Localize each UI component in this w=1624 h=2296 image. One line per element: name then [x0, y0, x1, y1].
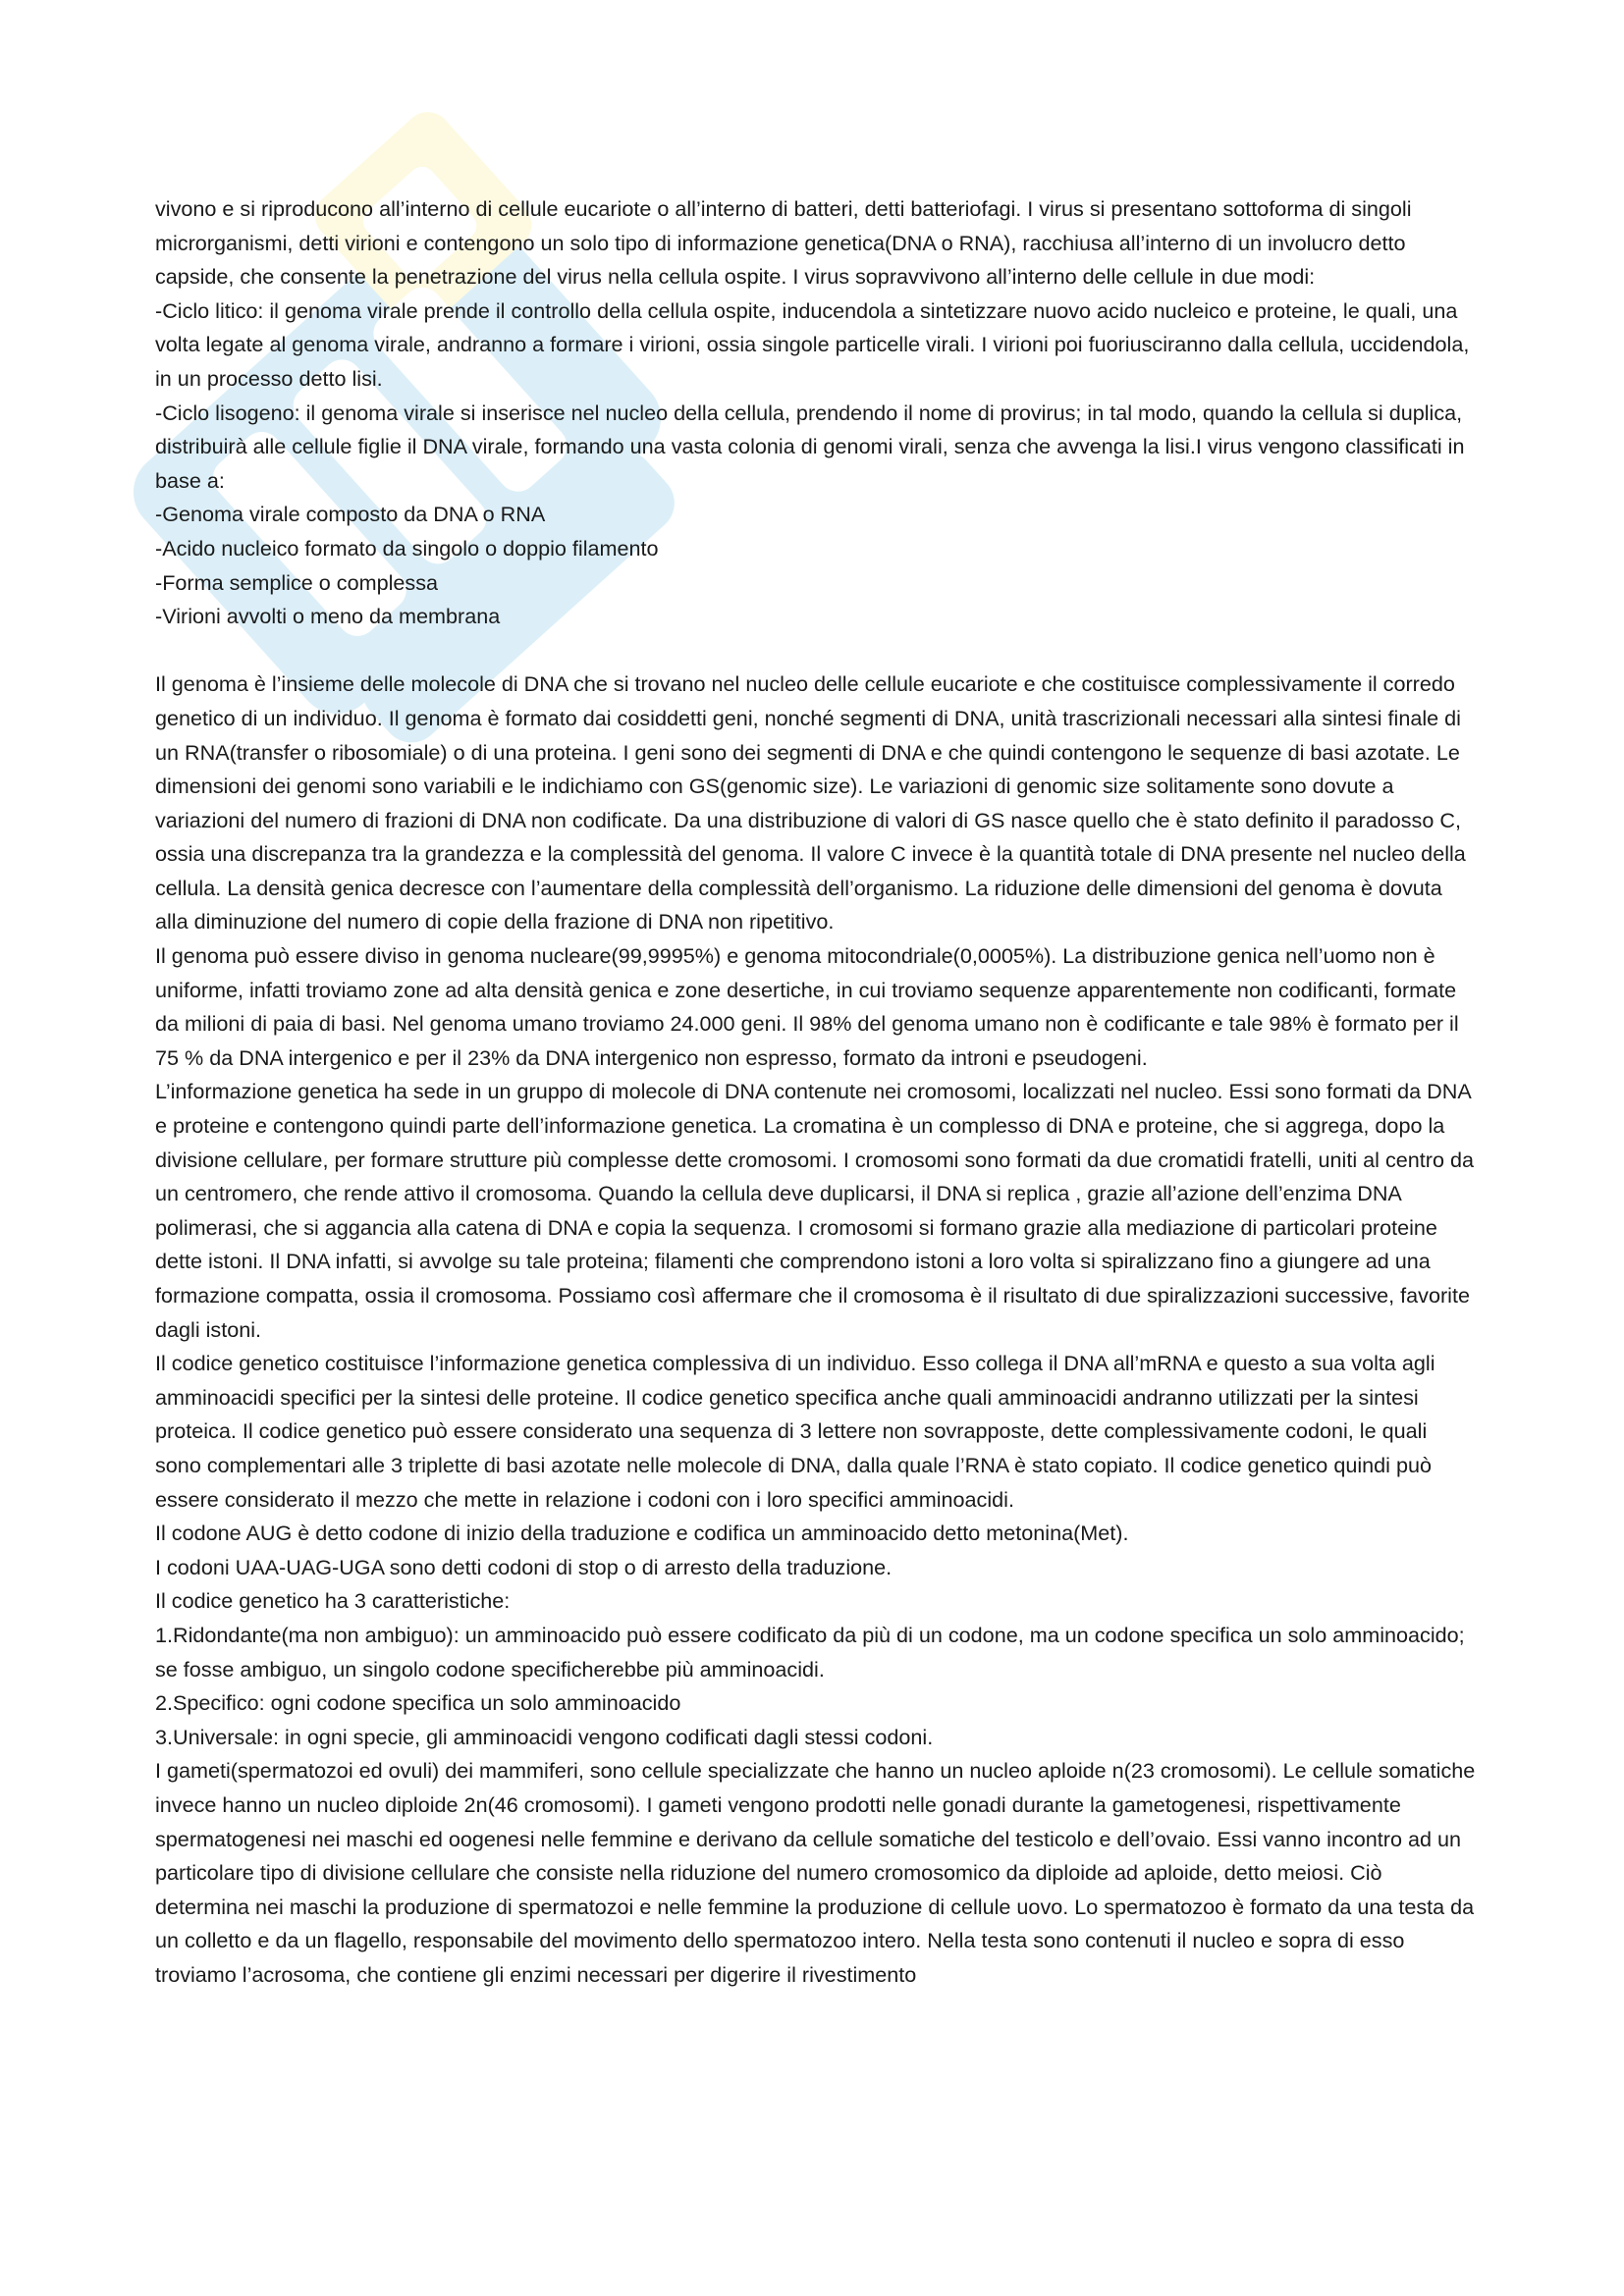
paragraph: -Ciclo litico: il genoma virale prende il controllo della cellula ospite, inducendola a sintetizzare nuovo acido nucleico e proteine, le quali, una volta legate al genoma virale, andranno a formare i virioni, ossia singole particelle virali. I virioni poi fuoriusciranno dalla cellula, uccidendola, in un processo detto lisi.	[155, 297, 1470, 391]
list-item: 1.Ridondante(ma non ambiguo): un amminoacido può essere codificato da più di un codone, ma un codone specifica un solo amminoacido; se fosse ambiguo, un singolo codone specificherebbe più amminoacidi.	[155, 1622, 1465, 1682]
paragraph: Il genoma è l’insieme delle molecole di DNA che si trovano nel nucleo delle cellule eucariote e che costituisce complessivamente il corredo genetico di un individuo. Il genoma è formato dai cosiddetti geni, nonché segmenti di DNA, unità trascrizionali necessari alla sintesi finale di un RNA(transfer o ribosomiale) o di una proteina. I geni sono dei segmenti di DNA e che quindi contengono le sequenze di basi azotate. Le dimensioni dei genomi sono variabili e le indichiamo con GS(genomic size). Le variazioni di genomic size solitamente sono dovute a variazioni del numero di frazioni di DNA non codificate. Da una distribuzione di valori di GS nasce quello che è stato definito il paradosso C, ossia una discrepanza tra la grandezza e la complessità del genoma. Il valore C invece è la quantità totale di DNA presente nel nucleo della cellula. La densità genica decresce con l’aumentare della complessità dell’organismo. La riduzione delle dimensioni del genoma è dovuta alla diminuzione del numero di copie della frazione di DNA non ripetitivo.	[155, 671, 1466, 934]
paragraph: L’informazione genetica ha sede in un gruppo di molecole di DNA contenute nei cromosomi, localizzati nel nucleo. Essi sono formati da DNA e proteine e contengono quindi parte dell’informazione genetica. La cromatina è un complesso di DNA e proteine, che si aggrega, dopo la divisione cellulare, per formare strutture più complesse dette cromosomi. I cromosomi sono formati da due cromatidi fratelli, uniti al centro da un centromero, che rende attivo il cromosoma. Quando la cellula deve duplicarsi, il DNA si replica , grazie all’azione dell’enzima DNA polimerasi, che si aggancia alla catena di DNA e copia la sequenza. I cromosomi si formano grazie alla mediazione di particolari proteine dette istoni. Il DNA infatti, si avvolge su tale proteina; filamenti che comprendono istoni a loro volta si spiralizzano fino a giungere ad una formazione compatta, ossia il cromosoma. Possiamo così affermare che il cromosoma è il risultato di due spiralizzazioni successive, favorite dagli istoni.	[155, 1079, 1474, 1342]
paragraph: Il genoma può essere diviso in genoma nucleare(99,9995%) e genoma mitocondriale(0,0005%). La distribuzione genica nell’uomo non è uniforme, infatti troviamo zone ad alta densità genica e zone desertiche, in cui troviamo sequenze apparentemente non codificanti, formate da milioni di paia di basi. Nel genoma umano troviamo 24.000 geni. Il 98% del genoma umano non è codificante e tale 98% è formato per il 75 % da DNA intergenico e per il 23% da DNA intergenico non espresso, formato da introni e pseudogeni.	[155, 943, 1459, 1070]
paragraph: Il codice genetico costituisce l’informazione genetica complessiva di un individuo. Esso collega il DNA all’mRNA e questo a sua volta agli amminoacidi specifici per la sintesi delle proteine. Il codice genetico specifica anche quali amminoacidi andranno utilizzati per la sintesi proteica. Il codice genetico può essere considerato una sequenza di 3 lettere non sovrapposte, dette complessivamente codoni, le quali sono complementari alle 3 triplette di basi azotate nelle molecole di DNA, dalla quale l’RNA è stato copiato. Il codice genetico quindi può essere considerato il mezzo che mette in relazione i codoni con i loro specifici amminoacidi.	[155, 1351, 1435, 1512]
list-item: -Forma semplice o complessa	[155, 569, 439, 595]
paragraph: I gameti(spermatozoi ed ovuli) dei mammiferi, sono cellule specializzate che hanno un nucleo aploide n(23 cromosomi). Le cellule somatiche invece hanno un nucleo diploide 2n(46 cromosomi). I gameti vengono prodotti nelle gonadi durante la gametogenesi, rispettivamente spermatogenesi nei maschi ed oogenesi nelle femmine e derivano da cellule somatiche del testicolo e dell’ovaio. Essi vanno incontro ad un particolare tipo di divisione cellulare che consiste nella riduzione del numero cromosomico da diploide ad aploide, detto meiosi. Ciò determina nei maschi la produzione di spermatozoi e nelle femmine la produzione di cellule uovo. Lo spermatozoo è formato da una testa da un colletto e da un flagello, responsabile del movimento dello spermatozoo intero. Nella testa sono contenuti il nucleo e sopra di esso troviamo l’acrosoma, che contiene gli enzimi necessari per digerire il rivestimento	[155, 1758, 1476, 1987]
paragraph: Il codice genetico ha 3 caratteristiche:	[155, 1588, 511, 1614]
paragraph: -Ciclo lisogeno: il genoma virale si inserisce nel nucleo della cellula, prendendo il nome di provirus; in tal modo, quando la cellula si duplica, distribuirà alle cellule figlie il DNA virale, formando una vasta colonia di genomi virali, senza che avvenga la lisi.I virus vengono classificati in base a:	[155, 400, 1465, 493]
list-item: -Acido nucleico formato da singolo o doppio filamento	[155, 535, 659, 561]
list-item: 3.Universale: in ogni specie, gli amminoacidi vengono codificati dagli stessi codoni.	[155, 1724, 934, 1749]
paragraph: Il codone AUG è detto codone di inizio della traduzione e codifica un amminoacido detto metonina(Met).	[155, 1521, 1129, 1546]
list-item: 2.Specifico: ogni codone specifica un solo amminoacido	[155, 1690, 681, 1716]
paragraph: vivono e si riproducono all’interno di cellule eucariote o all’interno di batteri, detti batteriofagi. I virus si presentano sottoforma di singoli microrganismi, detti virioni e contengono un solo tipo di informazione genetica(DNA o RNA), racchiusa all’interno di un involucro detto capside, che consente la penetrazione del virus nella cellula ospite. I virus sopravvivono all’interno delle cellule in due modi:	[155, 196, 1412, 290]
paragraph: I codoni UAA-UAG-UGA sono detti codoni di stop o di arresto della traduzione.	[155, 1554, 893, 1579]
list-item: -Virioni avvolti o meno da membrana	[155, 604, 501, 629]
blank-line	[155, 634, 1476, 668]
document-body	[155, 192, 1476, 1992]
list-item: -Genoma virale composto da DNA o RNA	[155, 502, 546, 527]
